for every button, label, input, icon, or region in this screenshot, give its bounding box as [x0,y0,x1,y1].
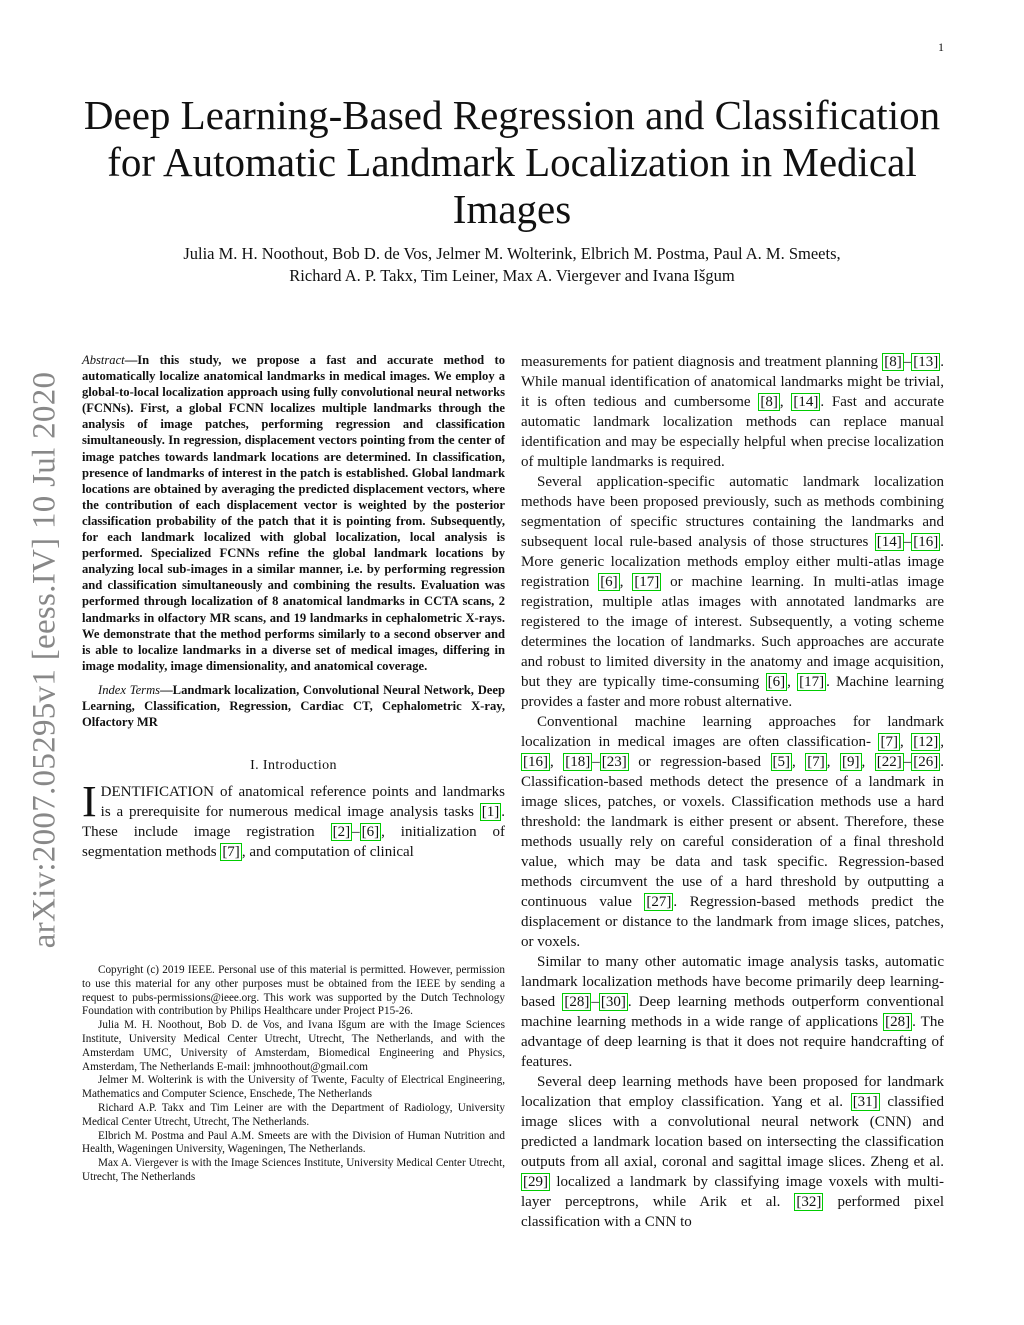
citation-link[interactable]: [29] [523,1174,548,1190]
body-text: , [940,734,944,750]
body-text: , [792,754,806,770]
page-number: 1 [938,40,944,54]
body-text: Conventional machine learning approaches for landmark localization in medical images are often classification- [521,714,944,750]
citation-link[interactable]: [32] [796,1194,822,1210]
body-text: , [787,674,798,690]
citation-link[interactable]: [16] [523,754,548,770]
body-text: Similar to many other automatic image analysis tasks, automatic landmark localization methods have become primarily deep learning-based [521,954,944,1010]
body-text: . Classification-based methods detect the presence of a landmark in image slices, patches, or voxels. Classification methods use a hard threshold: the landmark is either present or absent. Therefore, these methods usually rely on careful consideration of a final threshold value, which may be data and task specific. Regression-based methods circumvent the use of a hard threshold by outputting a continuous value [521,754,945,910]
body-text: – [591,994,599,1010]
citation-link[interactable]: [7] [880,734,898,750]
footnote-copyright: Copyright (c) 2019 IEEE. Personal use of this material is permitted. However, permission to use this material for any other purposes must be obtained from the IEEE by sending a request to pubs-permissions@ieee.org. This work was supported by the Dutch Technology Foundation with contribution by Philips Healthcare under Project P15-26. [82,964,505,1018]
body-text: . Fast and accurate automatic landmark localization methods can replace manual identification and may be especially helpful when precise localization of multiple landmarks is required. [521,394,944,470]
body-text: – [903,754,912,770]
citation-link[interactable]: [14] [876,534,902,550]
abstract [82,352,505,674]
body-paragraph [521,1072,944,1232]
citation-link[interactable]: [8] [884,354,902,370]
footnote-affiliation: Richard A.P. Takx and Tim Leiner are with the Department of Radiology, University Medical Center Utrecht, Utrecht, The Netherlands. [82,1101,505,1128]
body-text: measurements for patient diagnosis and treatment planning [521,354,883,370]
index-terms-label: Index Terms [98,682,161,697]
abstract-label: Abstract [82,353,125,367]
body-text: . Deep learning methods outperform conventional machine learning methods in a wide range of applications [521,994,945,1030]
body-text: . While manual identification of anatomical landmarks might be trivial, it is often tedious and cumbersome [521,354,944,410]
intro-text: , initialization of segmentation methods [82,824,505,861]
citation-link[interactable]: [8] [760,394,778,410]
intro-text: , and computation of clinical [241,844,414,861]
intro-text: . These include image registration [82,804,505,841]
arxiv-id: arXiv:2007.05295v1 [eess.IV] 10 Jul 2020 [26,371,63,949]
citation-link[interactable]: [23] [601,754,627,770]
drop-cap: I [82,782,97,827]
body-text: , [550,754,564,770]
citation-link[interactable]: [17] [799,674,825,690]
arxiv-watermark [24,364,66,956]
footnote-affiliation: Elbrich M. Postma and Paul A.M. Smeets are with the Division of Human Nutrition and Health, Wageningen University, Wageningen, The Netherlands. [82,1129,505,1156]
body-text: . Regression-based methods predict the displacement or distance to the landmark from image slices, patches, or voxels. [521,894,944,950]
citation-link[interactable]: [7] [807,754,825,770]
body-text: Several application-specific automatic landmark localization methods have been proposed previously, such as methods combining segmentation of specific structures containing the landmarks and subsequent local rule-based analysis of those structures [521,474,944,550]
body-text: , [899,734,912,750]
intro-text: – [352,824,360,841]
right-column [521,352,944,1232]
body-text: – [592,754,600,770]
body-text: , [779,394,792,410]
citation-link[interactable]: [2] [332,824,351,841]
body-text: , [861,754,875,770]
body-text: classified image slices with a convolutional neural network (CNN) and predicted a landmark location based on intersecting the classification outputs from all axial, coronal and sagittal image slices. Zheng et al. [521,1094,944,1170]
authors-line-1: Julia M. H. Noothout, Bob D. de Vos, Jelmer M. Wolterink, Elbrich M. Postma, Paul A. M. Smeets, [183,244,841,263]
citation-link[interactable]: [28] [564,994,590,1010]
body-text: localized a landmark by classifying image voxels with multi-layer perceptrons, while Arik et al. [521,1174,944,1210]
intro-text: DENTIFICATION of anatomical reference points and landmarks is a prerequisite for numerous medical image analysis tasks [100,784,505,821]
citation-link[interactable]: [27] [646,894,672,910]
body-text: – [903,534,912,550]
citation-link[interactable]: [28] [885,1014,911,1030]
body-text: – [903,354,912,370]
body-text: , [826,754,841,770]
body-text: or regression-based [628,754,771,770]
body-text: performed pixel classification with a CNN to [521,1194,944,1230]
citation-link[interactable]: [14] [793,394,819,410]
footnote-affiliation: Julia M. H. Noothout, Bob D. de Vos, and Ivana Išgum are with the Image Sciences Institute, University Medical Center Utrecht, Utrecht, The Netherlands, and with the Amsterdam UMC, University of Amsterdam, Biomedical Engineering and Physics, Amsterdam, The Netherlands E-mail: jmhnoothout@gmail.com [82,1019,505,1073]
citation-link[interactable]: [6] [361,824,380,841]
citation-link[interactable]: [6] [600,574,618,590]
body-text: , [619,574,633,590]
section-heading-introduction: I. Introduction [250,758,337,774]
citation-link[interactable]: [30] [600,994,626,1010]
citation-link[interactable]: [13] [913,354,939,370]
body-paragraph [521,472,944,712]
citation-link[interactable]: [26] [913,754,939,770]
body-text: . Machine learning provides a faster and more robust alternative. [521,674,945,710]
body-text: or machine learning. In multi-atlas image registration, multiple atlas images with annotated landmarks are registered to the image of interest. Subsequently, a voting scheme determines the location of landmarks. Such approaches are accurate and robust to limited diversity in the anatomy and image acquisition, but they are typically time-consuming [521,574,945,690]
body-paragraph [521,952,944,1072]
index-terms-text: —Landmark localization, Convolutional Neural Network, Deep Learning, Classification, Regression, Cardiac CT, Cephalometric X-ray, Olfactory MR [82,682,505,730]
left-column [82,352,505,862]
abstract-text: —In this study, we propose a fast and accurate method to automatically localize anatomical landmarks in medical images. We employ a global-to-local localization approach using fully convolutional neural networks (FCNNs). First, a global FCNN localizes multiple landmarks through the analysis of image patches, performing regression and classification simultaneously. In regression, displacement vectors pointing from the center of image patches towards landmark locations are determined. In classification, presence of landmarks of interest in the patch is established. Global landmark locations are obtained by averaging the predicted displacement vectors, where the contribution of each displacement vector is weighted by the posterior classification probability of the patch that it is pointing from. Subsequently, for each landmark localized with global localization, local analysis is performed. Specialized FCNNs refine the global landmark locations by analyzing local sub-images in a similar manner, i.e. by performing regression and classification simultaneously and combining the results. Evaluation was performed through localization of 8 anatomical landmarks in CCTA scans, 2 landmarks in olfactory MR scans, and 19 landmarks in cephalometric X-rays. We demonstrate that the method performs similarly to a second observer and is able to localize landmarks in a diverse set of medical images, differing in image modality, image dimensionality, and anatomical coverage. [82,353,505,673]
authors-line-2: Richard A. P. Takx, Tim Leiner, Max A. Viergever and Ivana Išgum [289,266,735,285]
citation-link[interactable]: [17] [634,574,660,590]
body-text: Several deep learning methods have been proposed for landmark localization that employ classification. Yang et al. [521,1074,944,1110]
body-text: . The advantage of deep learning is that it does not require handcrafting of features. [521,1014,944,1070]
body-text: . More generic localization methods employ either multi-atlas image registration [521,534,944,590]
body-paragraph [521,712,944,952]
author-list [82,243,942,287]
footnotes [82,964,505,1185]
citation-link[interactable]: [9] [842,754,860,770]
citation-link[interactable]: [22] [876,754,902,770]
citation-link[interactable]: [6] [767,674,786,690]
index-terms [82,682,505,730]
citation-link[interactable]: [5] [772,754,791,770]
citation-link[interactable]: [1] [481,804,500,821]
citation-link[interactable]: [7] [222,844,240,861]
paper-title: Deep Learning-Based Regression and Classification for Automatic Landmark Localization in Medical Images [83,92,941,232]
footnote-affiliation: Jelmer M. Wolterink is with the University of Twente, Faculty of Electrical Engineering, Mathematics and Computer Science, Enschede, The Netherlands [82,1074,505,1101]
citation-link[interactable]: [12] [913,734,939,750]
citation-link[interactable]: [31] [852,1094,878,1110]
footnote-affiliation: Max A. Viergever is with the Image Sciences Institute, University Medical Center Utrecht, Utrecht, The Netherlands [82,1157,505,1183]
citation-link[interactable]: [18] [565,754,591,770]
intro-paragraph [82,782,505,862]
body-paragraph [521,352,944,472]
citation-link[interactable]: [16] [913,534,939,550]
